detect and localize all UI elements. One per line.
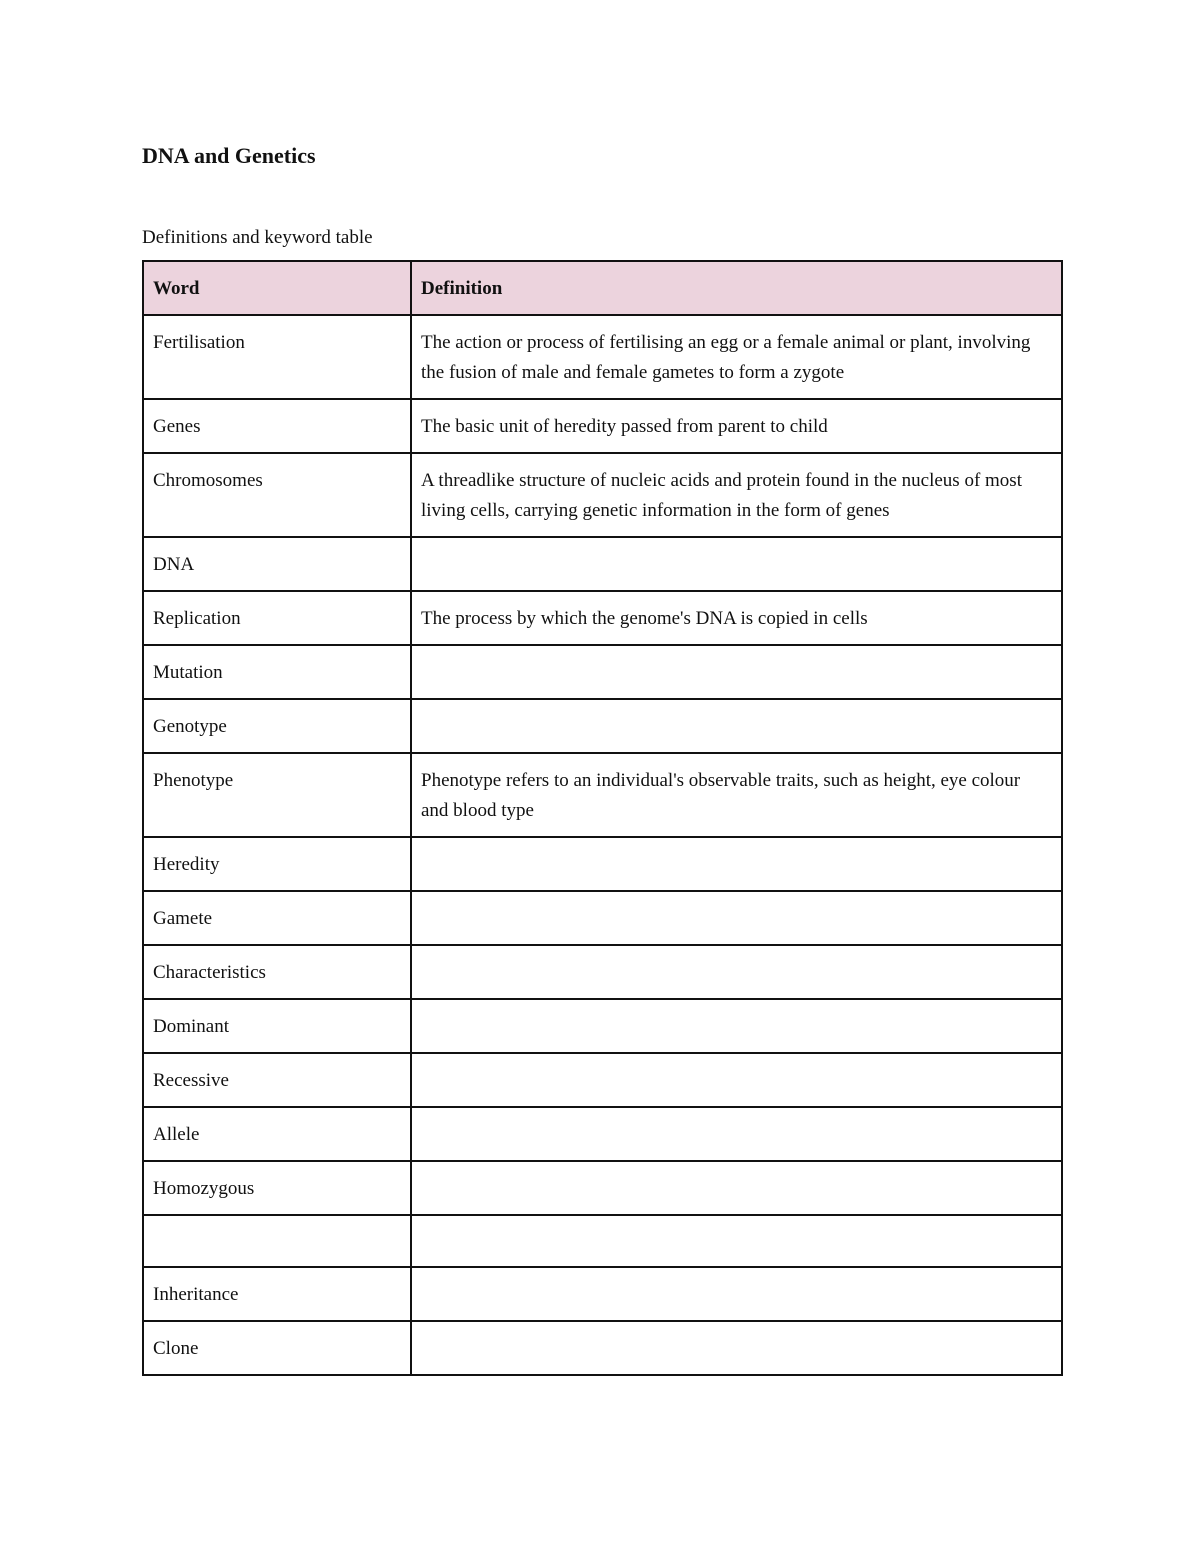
table-row	[143, 891, 1062, 945]
definition-cell: The basic unit of heredity passed from parent to child	[411, 399, 1062, 453]
definition-cell	[411, 1215, 1062, 1267]
definition-cell	[411, 1053, 1062, 1107]
word-cell: Gamete	[143, 891, 411, 945]
table-row	[143, 399, 1062, 453]
word-cell	[143, 1215, 411, 1267]
table-row	[143, 999, 1062, 1053]
header-word: Word	[143, 261, 411, 315]
table-row	[143, 315, 1062, 399]
table-row	[143, 1215, 1062, 1267]
definition-cell	[411, 1107, 1062, 1161]
definition-cell	[411, 999, 1062, 1053]
table-caption: Definitions and keyword table	[142, 227, 373, 248]
word-cell: Allele	[143, 1107, 411, 1161]
table-row	[143, 645, 1062, 699]
word-cell: Replication	[143, 591, 411, 645]
table-row	[143, 1267, 1062, 1321]
table-body	[143, 315, 1062, 1375]
definition-cell	[411, 1321, 1062, 1375]
table-row	[143, 753, 1062, 837]
word-cell: Genes	[143, 399, 411, 453]
definition-cell	[411, 891, 1062, 945]
table-row	[143, 453, 1062, 537]
definition-cell	[411, 837, 1062, 891]
definition-cell: Phenotype refers to an individual's observable traits, such as height, eye colour and blood type	[411, 753, 1062, 837]
table-row	[143, 699, 1062, 753]
table-row	[143, 591, 1062, 645]
word-cell: Characteristics	[143, 945, 411, 999]
word-cell: Fertilisation	[143, 315, 411, 399]
table-row	[143, 1107, 1062, 1161]
table-row	[143, 1053, 1062, 1107]
definition-cell	[411, 1267, 1062, 1321]
definition-cell	[411, 1161, 1062, 1215]
definition-cell: The process by which the genome's DNA is copied in cells	[411, 591, 1062, 645]
word-cell: Inheritance	[143, 1267, 411, 1321]
definition-cell: A threadlike structure of nucleic acids and protein found in the nucleus of most living cells, carrying genetic information in the form of genes	[411, 453, 1062, 537]
word-cell: Chromosomes	[143, 453, 411, 537]
word-cell: Recessive	[143, 1053, 411, 1107]
definition-cell	[411, 645, 1062, 699]
table-row	[143, 1161, 1062, 1215]
definition-cell: The action or process of fertilising an egg or a female animal or plant, involving the fusion of male and female gametes to form a zygote	[411, 315, 1062, 399]
table-row	[143, 837, 1062, 891]
table-header	[143, 261, 1062, 315]
word-cell: Homozygous	[143, 1161, 411, 1215]
word-cell: Genotype	[143, 699, 411, 753]
word-cell: DNA	[143, 537, 411, 591]
keyword-table	[142, 260, 1063, 1376]
word-cell: Mutation	[143, 645, 411, 699]
word-cell: Phenotype	[143, 753, 411, 837]
word-cell: Heredity	[143, 837, 411, 891]
table-row	[143, 945, 1062, 999]
table-row	[143, 1321, 1062, 1375]
page-title: DNA and Genetics	[142, 143, 316, 168]
header-definition: Definition	[411, 261, 1062, 315]
definition-cell	[411, 537, 1062, 591]
definition-cell	[411, 945, 1062, 999]
header-row	[143, 261, 1062, 315]
definition-cell	[411, 699, 1062, 753]
table-row	[143, 537, 1062, 591]
word-cell: Clone	[143, 1321, 411, 1375]
word-cell: Dominant	[143, 999, 411, 1053]
